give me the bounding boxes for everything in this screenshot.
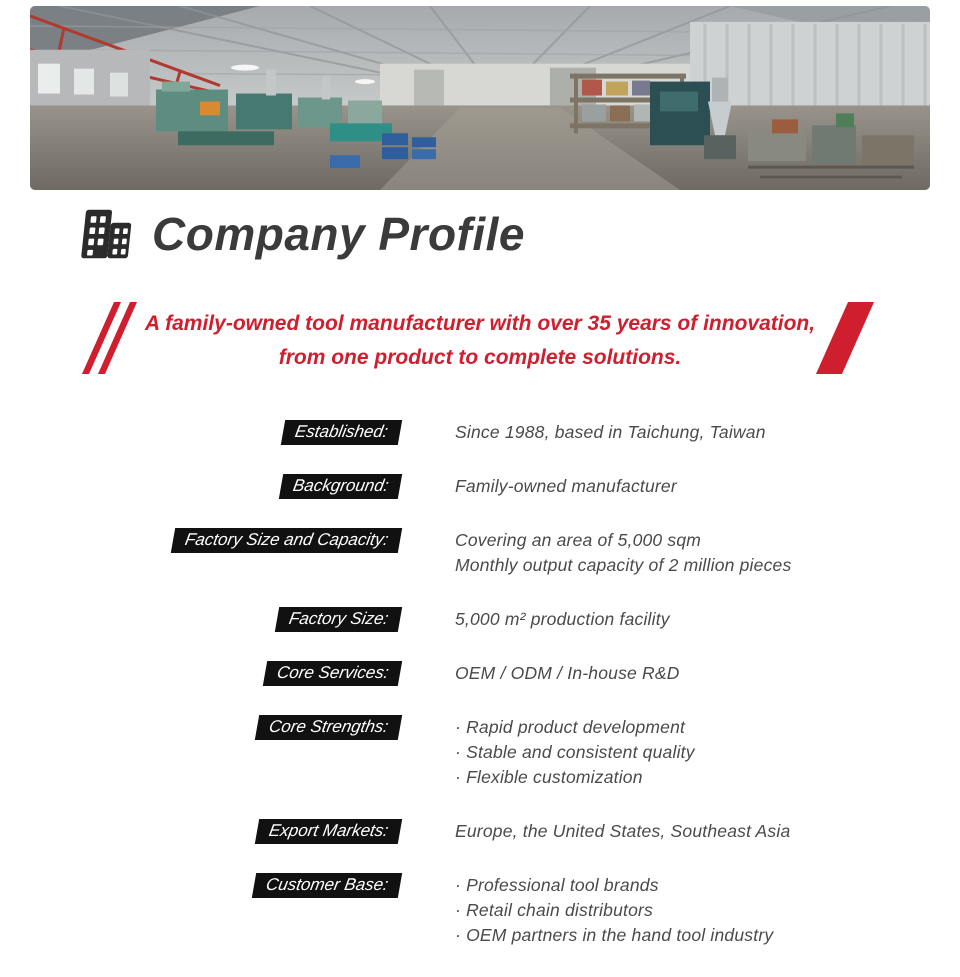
tagline-line-1: A family-owned tool manufacturer with over 35 years of innovation, <box>144 312 816 335</box>
row-label-badge <box>275 607 403 632</box>
row-value <box>455 715 695 790</box>
value-line: · Professional tool brands <box>455 875 659 895</box>
profile-row-background <box>30 474 930 499</box>
factory-interior-illustration <box>30 6 930 190</box>
row-label-badge <box>281 420 402 445</box>
slash-decoration-left <box>98 302 121 374</box>
value-line: · Stable and consistent quality <box>455 742 695 762</box>
tagline-text <box>140 307 820 374</box>
page-header <box>78 206 525 262</box>
value-line: OEM / ODM / In-house R&D <box>455 663 680 683</box>
row-value <box>455 819 790 844</box>
row-label: Core Strengths: <box>267 717 390 736</box>
building-icon <box>78 206 134 262</box>
row-label-badge <box>252 873 402 898</box>
row-label-badge <box>255 715 402 740</box>
value-line: Covering an area of 5,000 sqm <box>455 530 702 550</box>
tagline-line-2: from one product to complete solutions. <box>278 345 682 369</box>
slash-decoration-right <box>832 302 858 374</box>
value-line: Monthly output capacity of 2 million pieces <box>455 555 792 575</box>
row-label: Background: <box>291 476 390 495</box>
row-value <box>455 607 670 632</box>
factory-photo <box>30 6 930 190</box>
row-label: Core Services: <box>275 663 390 682</box>
value-line: Family-owned manufacturer <box>455 476 677 496</box>
profile-row-core-strengths <box>30 715 930 790</box>
row-value <box>455 420 766 445</box>
row-label: Factory Size: <box>287 609 390 628</box>
profile-row-customer-base <box>30 873 930 948</box>
row-value <box>455 474 677 499</box>
page-title: Company Profile <box>152 208 526 260</box>
row-value <box>455 661 680 686</box>
value-line: Europe, the United States, Southeast Asia <box>455 821 791 841</box>
row-label-badge <box>262 661 402 686</box>
value-line: · Retail chain distributors <box>455 900 653 920</box>
row-value <box>455 873 773 948</box>
profile-row-core-services <box>30 661 930 686</box>
value-line: · Rapid product development <box>455 717 686 737</box>
value-line: 5,000 m² production facility <box>455 609 670 629</box>
tagline-band <box>0 299 960 377</box>
row-label-badge <box>171 528 403 553</box>
profile-row-established <box>30 420 930 445</box>
value-line: · OEM partners in the hand tool industry <box>455 925 774 945</box>
profile-row-factory-size-capacity <box>30 528 930 578</box>
row-label: Customer Base: <box>264 875 390 894</box>
profile-row-export-markets <box>30 819 930 844</box>
profile-list <box>30 420 930 977</box>
row-label: Factory Size and Capacity: <box>183 530 390 549</box>
row-label-badge <box>255 819 402 844</box>
row-label: Established: <box>293 422 390 441</box>
value-line: Since 1988, based in Taichung, Taiwan <box>455 422 766 442</box>
row-label: Export Markets: <box>267 821 390 840</box>
row-label-badge <box>278 474 402 499</box>
profile-row-factory-size <box>30 607 930 632</box>
row-value <box>455 528 791 578</box>
value-line: · Flexible customization <box>455 767 643 787</box>
